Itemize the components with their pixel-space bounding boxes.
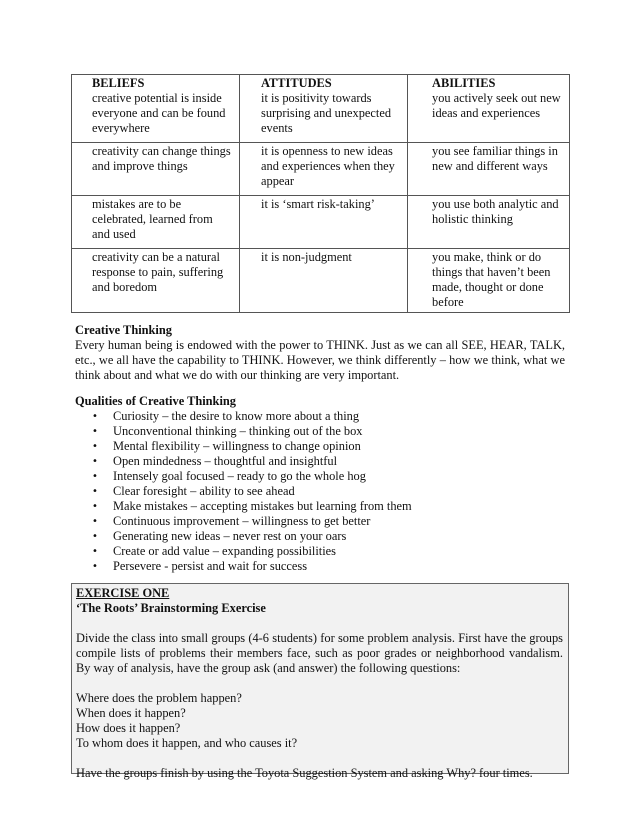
bullet-icon: • bbox=[92, 561, 98, 572]
bullet-text: Curiosity – the desire to know more about a thing bbox=[113, 409, 360, 423]
bullet-icon: • bbox=[92, 441, 98, 452]
section-paragraph: Every human being is endowed with the power to THINK. Just as we can all SEE, HEAR, TALK, etc., we all have the capability to THINK. However, we think differently – how we think, what we think about and what we do with our thinking are very important. bbox=[75, 338, 565, 382]
bullet-item bbox=[75, 544, 565, 559]
bullet-icon: • bbox=[92, 516, 98, 527]
bullet-item bbox=[75, 424, 565, 439]
exercise-paragraph: Divide the class into small groups (4-6 students) for some problem analysis. First have the groups compile lists of problems their members face, such as poor grades or neighborhood vandalism. By way of analysis, have the group ask (and answer) the following questions: bbox=[76, 631, 563, 675]
header-beliefs: BELIEFS bbox=[72, 75, 240, 92]
table-cell: you make, think or do things that haven’t been made, thought or done before bbox=[408, 249, 570, 313]
bullet-item bbox=[75, 439, 565, 454]
bullet-icon: • bbox=[92, 546, 98, 557]
bullet-item bbox=[75, 514, 565, 529]
exercise-box bbox=[71, 583, 569, 780]
table-cell: creativity can be a natural response to pain, suffering and boredom bbox=[72, 249, 240, 313]
bullet-text: Create or add value – expanding possibilities bbox=[113, 544, 336, 558]
bullet-text: Intensely goal focused – ready to go the whole hog bbox=[113, 469, 366, 483]
table-cell: you use both analytic and holistic thinking bbox=[408, 196, 570, 249]
bullet-icon: • bbox=[92, 456, 98, 467]
bullet-icon: • bbox=[92, 486, 98, 497]
table-cell: creative potential is inside everyone and can be found everywhere bbox=[72, 91, 240, 143]
exercise-closing: Have the groups finish by using the Toyota Suggestion System and asking Why? four times. bbox=[76, 766, 533, 780]
table-row bbox=[72, 196, 570, 249]
qualities-list bbox=[75, 409, 565, 574]
bullet-icon: • bbox=[92, 426, 98, 437]
bullet-text: Generating new ideas – never rest on your oars bbox=[113, 529, 347, 543]
section-heading: Qualities of Creative Thinking bbox=[75, 394, 236, 408]
exercise-subtitle: ‘The Roots’ Brainstorming Exercise bbox=[76, 601, 266, 615]
table-cell: you see familiar things in new and different ways bbox=[408, 143, 570, 196]
header-attitudes: ATTITUDES bbox=[240, 75, 408, 92]
bullet-item bbox=[75, 559, 565, 574]
table-cell: creativity can change things and improve things bbox=[72, 143, 240, 196]
bullet-item bbox=[75, 484, 565, 499]
bullet-text: Unconventional thinking – thinking out of the box bbox=[113, 424, 363, 438]
section-heading: Creative Thinking bbox=[75, 323, 172, 337]
bullet-text: Open mindedness – thoughtful and insightful bbox=[113, 454, 338, 468]
table-row bbox=[72, 91, 570, 143]
header-abilities: ABILITIES bbox=[408, 75, 570, 92]
table-cell: it is positivity towards surprising and unexpected events bbox=[240, 91, 408, 143]
bullet-item bbox=[75, 499, 565, 514]
table-cell: it is openness to new ideas and experiences when they appear bbox=[240, 143, 408, 196]
table-cell: it is non-judgment bbox=[240, 249, 408, 313]
question-item: Where does the problem happen? bbox=[76, 691, 242, 705]
table-header-row bbox=[72, 75, 570, 92]
exercise-title: EXERCISE ONE bbox=[76, 586, 170, 600]
bullet-item bbox=[75, 529, 565, 544]
creative-thinking-section bbox=[75, 323, 565, 383]
table-cell: it is ‘smart risk-taking’ bbox=[240, 196, 408, 249]
bullet-icon: • bbox=[92, 531, 98, 542]
bullet-icon: • bbox=[92, 501, 98, 512]
bullet-text: Make mistakes – accepting mistakes but learning from them bbox=[113, 499, 412, 513]
beliefs-attitudes-abilities-table bbox=[71, 74, 570, 313]
bullet-text: Mental flexibility – willingness to change opinion bbox=[113, 439, 361, 453]
table-cell: you actively seek out new ideas and experiences bbox=[408, 91, 570, 143]
bullet-item bbox=[75, 454, 565, 469]
question-item: To whom does it happen, and who causes it? bbox=[76, 736, 298, 750]
question-item: How does it happen? bbox=[76, 721, 181, 735]
qualities-section bbox=[75, 394, 565, 574]
table-cell: mistakes are to be celebrated, learned from and used bbox=[72, 196, 240, 249]
bullet-item bbox=[75, 469, 565, 484]
bullet-item bbox=[75, 409, 565, 424]
bullet-text: Continuous improvement – willingness to get better bbox=[113, 514, 371, 528]
table-row bbox=[72, 249, 570, 313]
bullet-icon: • bbox=[92, 471, 98, 482]
table-row bbox=[72, 143, 570, 196]
bullet-text: Clear foresight – ability to see ahead bbox=[113, 484, 295, 498]
question-item: When does it happen? bbox=[76, 706, 186, 720]
bullet-icon: • bbox=[92, 411, 98, 422]
bullet-text: Persevere - persist and wait for success bbox=[113, 559, 308, 573]
